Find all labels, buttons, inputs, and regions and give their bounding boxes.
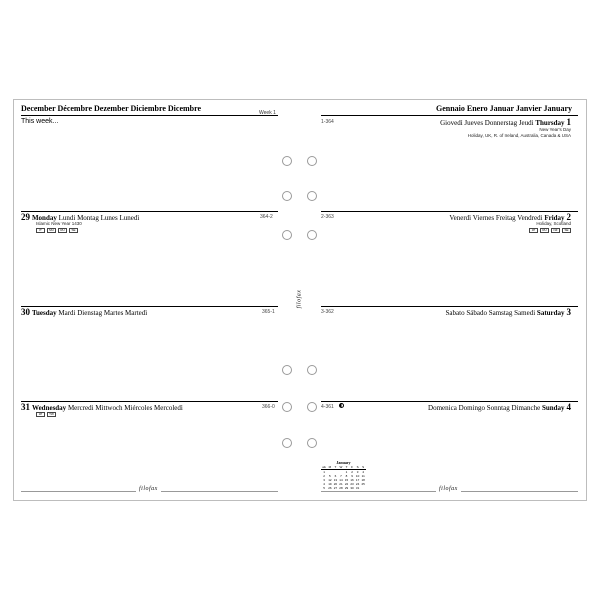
badge: NZ [551,228,560,233]
day-note: Holiday, Scotland [536,221,571,226]
mini-calendar-week: 4 19 20 21 22 23 24 25 [323,482,365,486]
binder-hole [282,156,292,166]
day-note: New Year's Day [539,127,571,132]
binder-hole [307,156,317,166]
day-of-year: 366-0 [262,404,275,410]
binder-hole [282,191,292,201]
badge: RU [58,228,67,233]
badge: IT [36,228,45,233]
right-page-title: Gennaio Enero Januar Janvier January [435,104,572,113]
day-heading: Venerdì Viernes Freitag Vendredi Friday 2 [449,212,571,222]
left-header-rule [21,115,278,116]
binder-hole [282,402,292,412]
mini-calendar-week: 1 1 2 3 4 [323,470,365,474]
day-note: Islamic New Year 1430 [36,221,82,226]
mini-calendar [321,460,366,490]
badge: MU [47,228,56,233]
this-week-label: This week... [21,118,59,125]
day-of-year: 365-1 [262,309,275,315]
day-of-year: 3-362 [321,309,334,315]
right-header-rule [321,115,578,116]
day-of-year: 4-361 [321,404,334,410]
day-heading: Giovedì Jueves Donnerstag Jeudi Thursday 1 [440,117,571,127]
badge: RU [540,228,549,233]
binder-hole [307,402,317,412]
mini-calendar-week: 5 26 27 28 29 30 31 [323,486,360,490]
week-label: Week 1 [259,110,276,116]
day-heading: 30 Tuesday Mardi Dienstag Martes Martedì [21,307,148,317]
day-of-year: 1-364 [321,119,334,125]
diary-sheet [13,99,587,501]
mini-calendar-week: 2 5 6 7 8 9 10 11 [323,474,365,478]
filofax-logo: filofax [136,486,161,492]
day-note: Holiday, UK, R. of Ireland, Australia, Canada & USA [467,133,571,138]
binder-hole [282,230,292,240]
country-badges [36,412,56,417]
mini-calendar-title: January [336,460,351,465]
mini-calendar-grid: wk M T W T F S S 1 1 2 3 4 2 5 6 7 8 9 10 11 3 12 13 14 15 16 17 18 4 19 20 21 22 23 24 25 5 26 27 28 29 30 31 [322,465,365,490]
country-badges [36,228,78,233]
badge: JP [36,412,45,417]
binder-hole [307,191,317,201]
day-heading: Sabato Sábado Samstag Samedi Saturday 3 [445,307,571,317]
spine-filofax-logo: filofax [296,289,303,309]
binder-hole [307,230,317,240]
filofax-logo: filofax [436,486,461,492]
badge: SE [69,228,78,233]
day-heading: Domenica Domingo Sonntag Dimanche Sunday 4 [428,402,571,412]
badge: SE [562,228,571,233]
binder-hole [307,438,317,448]
moon-phase-icon [339,403,344,408]
binder-hole [282,365,292,375]
left-page-title: December Décembre Dezember Diciembre Dicembre [21,104,202,113]
mini-calendar-week: 3 12 13 14 15 16 17 18 [323,478,365,482]
binder-hole [282,438,292,448]
badge: TW [47,412,56,417]
day-of-year: 364-2 [260,214,273,220]
country-badges [529,228,571,233]
badge: JP [529,228,538,233]
binder-hole [307,365,317,375]
day-of-year: 2-363 [321,214,334,220]
day-heading: 29 Monday Lundi Montag Lunes Lunedì [21,212,140,222]
day-heading: 31 Wednesday Mercredi Mittwoch Miércoles Mercoledì [21,402,183,412]
